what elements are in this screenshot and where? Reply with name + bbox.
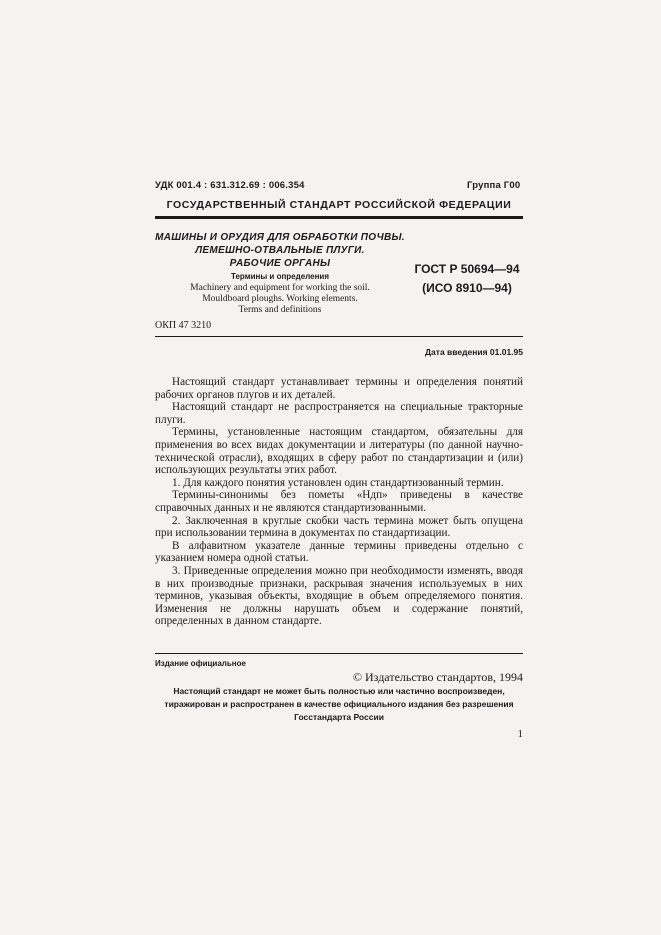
edition-label: Издание официальное: [155, 659, 246, 668]
body-paragraph: 1. Для каждого понятия установлен один стандартизованный термин.: [172, 476, 504, 489]
page-number: 1: [517, 728, 523, 740]
top-rule: [155, 216, 523, 219]
iso-number: (ИСО 8910—94): [422, 281, 512, 295]
gost-block: [411, 260, 523, 298]
group-code: Группа Г00: [467, 180, 521, 191]
title-en-3: Terms and definitions: [238, 305, 322, 315]
copyright-line: © Издательство стандартов, 1994: [352, 670, 523, 684]
body-paragraph: 3. Приведенные определения можно при необходимости изменять, вводя в них производные признаки, раскрывая значения используемых в них терминов, указывая объекты, входящие в объем определяемого понятия. Изменения не должны нарушать объем и содержание понятий, определенных в данном стандарте.: [155, 564, 523, 628]
body-paragraph: 2. Заключенная в круглые скобки часть термина может быть опущена при использовании термина в документах по стандартизации.: [155, 514, 523, 540]
body-paragraph: Термины, установленные настоящим стандартом, обязательны для применения во всех видах документации и литературы (по данной научно-технической отрасли), входящих в сферу работ по стандартизации и (или) использующих результаты этих работ.: [155, 426, 523, 477]
body-paragraph: В алфавитном указателе данные термины приведены отдельно с указанием номера одной статьи.: [155, 539, 523, 565]
introduction-date: Дата введения 01.01.95: [425, 347, 523, 357]
notice-line-2: тиражирован и распространен в качестве официального издания без разрешения: [164, 699, 514, 709]
body-paragraph: Настоящий стандарт устанавливает термины и определения понятий рабочих органов плугов и их деталей.: [155, 376, 523, 401]
udk-code: УДК 001.4 : 631.312.69 : 006.354: [155, 180, 305, 191]
title-en-2: Mouldboard ploughs. Working elements.: [202, 294, 358, 304]
reproduction-notice: [155, 685, 523, 724]
body-paragraph: Термины-синонимы без пометы «Ндп» приведены в качестве справочных данных и не являются стандартизованными.: [155, 489, 523, 514]
title-line-2: ЛЕМЕШНО-ОТВАЛЬНЫЕ ПЛУГИ.: [195, 245, 365, 256]
okp-code: ОКП 47 3210: [155, 320, 212, 331]
title-en-1: Machinery and equipment for working the soil.: [190, 283, 370, 293]
body-paragraph: Настоящий стандарт не распространяется на специальные тракторные плуги.: [155, 401, 523, 426]
federation-heading: ГОСУДАРСТВЕННЫЙ СТАНДАРТ РОССИЙСКОЙ ФЕДЕРАЦИИ: [166, 199, 512, 211]
notice-line-3: Госстандарта России: [294, 712, 384, 722]
title-line-1: МАШИНЫ И ОРУДИЯ ДЛЯ ОБРАБОТКИ ПОЧВЫ.: [155, 232, 405, 243]
gost-number: ГОСТ Р 50694—94: [414, 262, 520, 276]
notice-line-1: Настоящий стандарт не может быть полностью или частично воспроизведен,: [173, 686, 505, 696]
title-subtitle: Термины и определения: [230, 272, 329, 281]
title-block: [155, 231, 405, 316]
bottom-rule: [155, 653, 523, 654]
middle-rule: [155, 336, 523, 337]
body-text: [155, 376, 523, 628]
title-line-3: РАБОЧИЕ ОРГАНЫ: [229, 258, 331, 269]
